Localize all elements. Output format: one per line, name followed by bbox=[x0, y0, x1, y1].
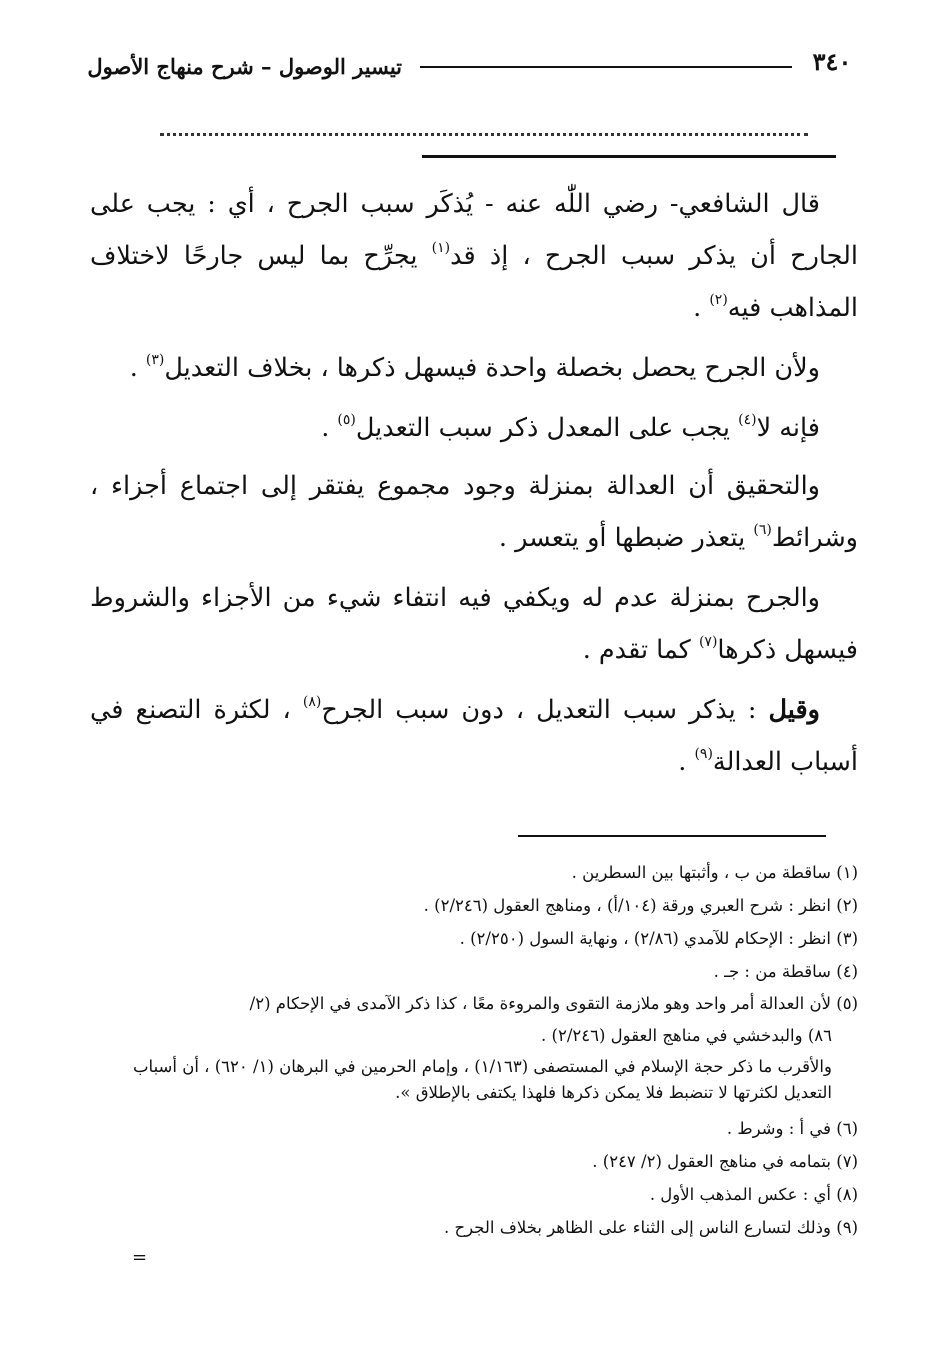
paragraph-3 bbox=[90, 402, 858, 454]
p4-text-b: يتعذر ضبطها أو يتعسر . bbox=[498, 523, 754, 553]
page-number: ٣٤٠ bbox=[812, 47, 852, 76]
footnote-ref-4: (٤) bbox=[738, 412, 757, 429]
p5-text-a: والجرح بمنزلة عدم له ويكفي فيه انتفاء شيء من الأجزاء والشروط فيسهل ذكرها bbox=[90, 583, 858, 665]
footnote-ref-5: (٥) bbox=[337, 412, 356, 429]
footnote-7: (٧) بتمامه في مناهج العقول (٢/ ٢٤٧) . bbox=[592, 1152, 858, 1171]
p1-text-b: يجرِّح بما ليس جارحًا لاختلاف المذاهب فيه bbox=[90, 241, 858, 323]
p5-text-b: كما تقدم . bbox=[582, 635, 699, 665]
p3-text-c: . bbox=[321, 413, 338, 443]
footnote-ref-2: (٢) bbox=[709, 292, 728, 309]
p6-text-c: . bbox=[678, 747, 695, 777]
p1-text-c: . bbox=[693, 293, 710, 323]
footnote-rule bbox=[518, 835, 826, 837]
p6-text-b: ، لكثرة التصنع في أسباب العدالة bbox=[90, 695, 858, 777]
paragraph-2 bbox=[90, 342, 858, 394]
footnote-5 bbox=[90, 988, 858, 1052]
p6-lead: وقيل bbox=[768, 695, 820, 725]
footnote-ref-6: (٦) bbox=[753, 522, 772, 539]
footnotes bbox=[90, 856, 858, 1244]
p4-text-a: والتحقيق أن العدالة بمنزلة وجود مجموع يفتقر إلى اجتماع أجزاء ، وشرائط bbox=[90, 471, 858, 553]
p3-text-a: فإنه لا bbox=[756, 413, 820, 443]
dotted-separator bbox=[160, 133, 808, 136]
continuation-mark: = bbox=[132, 1247, 148, 1268]
p6-text-a: : يذكر سبب التعديل ، دون سبب الجرح bbox=[321, 695, 769, 725]
footnote-5-continuation: والأقرب ما ذكر حجة الإسلام في المستصفى (١/١٦٣) ، وإمام الحرمين في البرهان (١/ ٦٢٠) ، أن أسباب التعديل لكثرتها لا تنضبط فلا يمكن ذكرها فلهذا يكتفى بالإطلاق ». bbox=[133, 1057, 832, 1102]
section-rule bbox=[422, 155, 836, 158]
footnote-8: (٨) أي : عكس المذهب الأول . bbox=[649, 1185, 858, 1204]
p2-text-a: ولأن الجرح يحصل بخصلة واحدة فيسهل ذكرها ، بخلاف التعديل bbox=[164, 353, 820, 383]
footnote-3: (٣) انظر : الإحكام للآمدي (٢/٨٦) ، ونهاية السول (٢/٢٥٠) . bbox=[459, 929, 858, 948]
footnote-4: (٤) ساقطة من : جـ . bbox=[713, 962, 858, 981]
footnote-ref-3: (٣) bbox=[145, 352, 165, 369]
footnote-ref-8: (٨) bbox=[302, 694, 322, 711]
p3-text-b: يجب على المعدل ذكر سبب التعديل bbox=[355, 413, 739, 443]
paragraph-6 bbox=[90, 684, 858, 788]
footnote-6: (٦) في أ : وشرط . bbox=[726, 1119, 858, 1138]
footnote-5-line-1: (٥) لأن العدالة أمر واحد وهو ملازمة التقوى والمروءة معًا ، كذا ذكر الآمدى في الإحكام (٢/ bbox=[249, 994, 858, 1013]
footnote-9: (٩) وذلك لتسارع الناس إلى الثناء على الظاهر بخلاف الجرح . bbox=[444, 1218, 858, 1237]
footnote-ref-7: (٧) bbox=[698, 634, 718, 651]
paragraph-1 bbox=[90, 178, 858, 334]
running-title: تيسير الوصول – شرح منهاج الأصول bbox=[87, 54, 402, 79]
footnote-ref-1: (١) bbox=[431, 240, 451, 257]
footnote-1: (١) ساقطة من ب ، وأثبتها بين السطرين . bbox=[571, 863, 858, 882]
header-rule bbox=[420, 66, 792, 68]
p2-text-b: . bbox=[129, 353, 146, 383]
footnote-ref-9: (٩) bbox=[694, 746, 713, 763]
footnote-5-line-2: ٨٦) والبدخشي في مناهج العقول (٢/٢٤٦) . bbox=[541, 1026, 832, 1045]
p1-text-a: قال الشافعي- رضي اللّٰه عنه - يُذكَر سبب الجرح ، أي : يجب على الجارح أن يذكر سبب الجرح ، إذ قد bbox=[90, 189, 859, 271]
paragraph-5 bbox=[90, 572, 858, 676]
paragraph-4 bbox=[90, 460, 858, 564]
main-text bbox=[90, 178, 858, 796]
footnote-2: (٢) انظر : شرح العبري ورقة (١٠٤/أ) ، ومناهج العقول (٢/٢٤٦) . bbox=[423, 896, 858, 915]
